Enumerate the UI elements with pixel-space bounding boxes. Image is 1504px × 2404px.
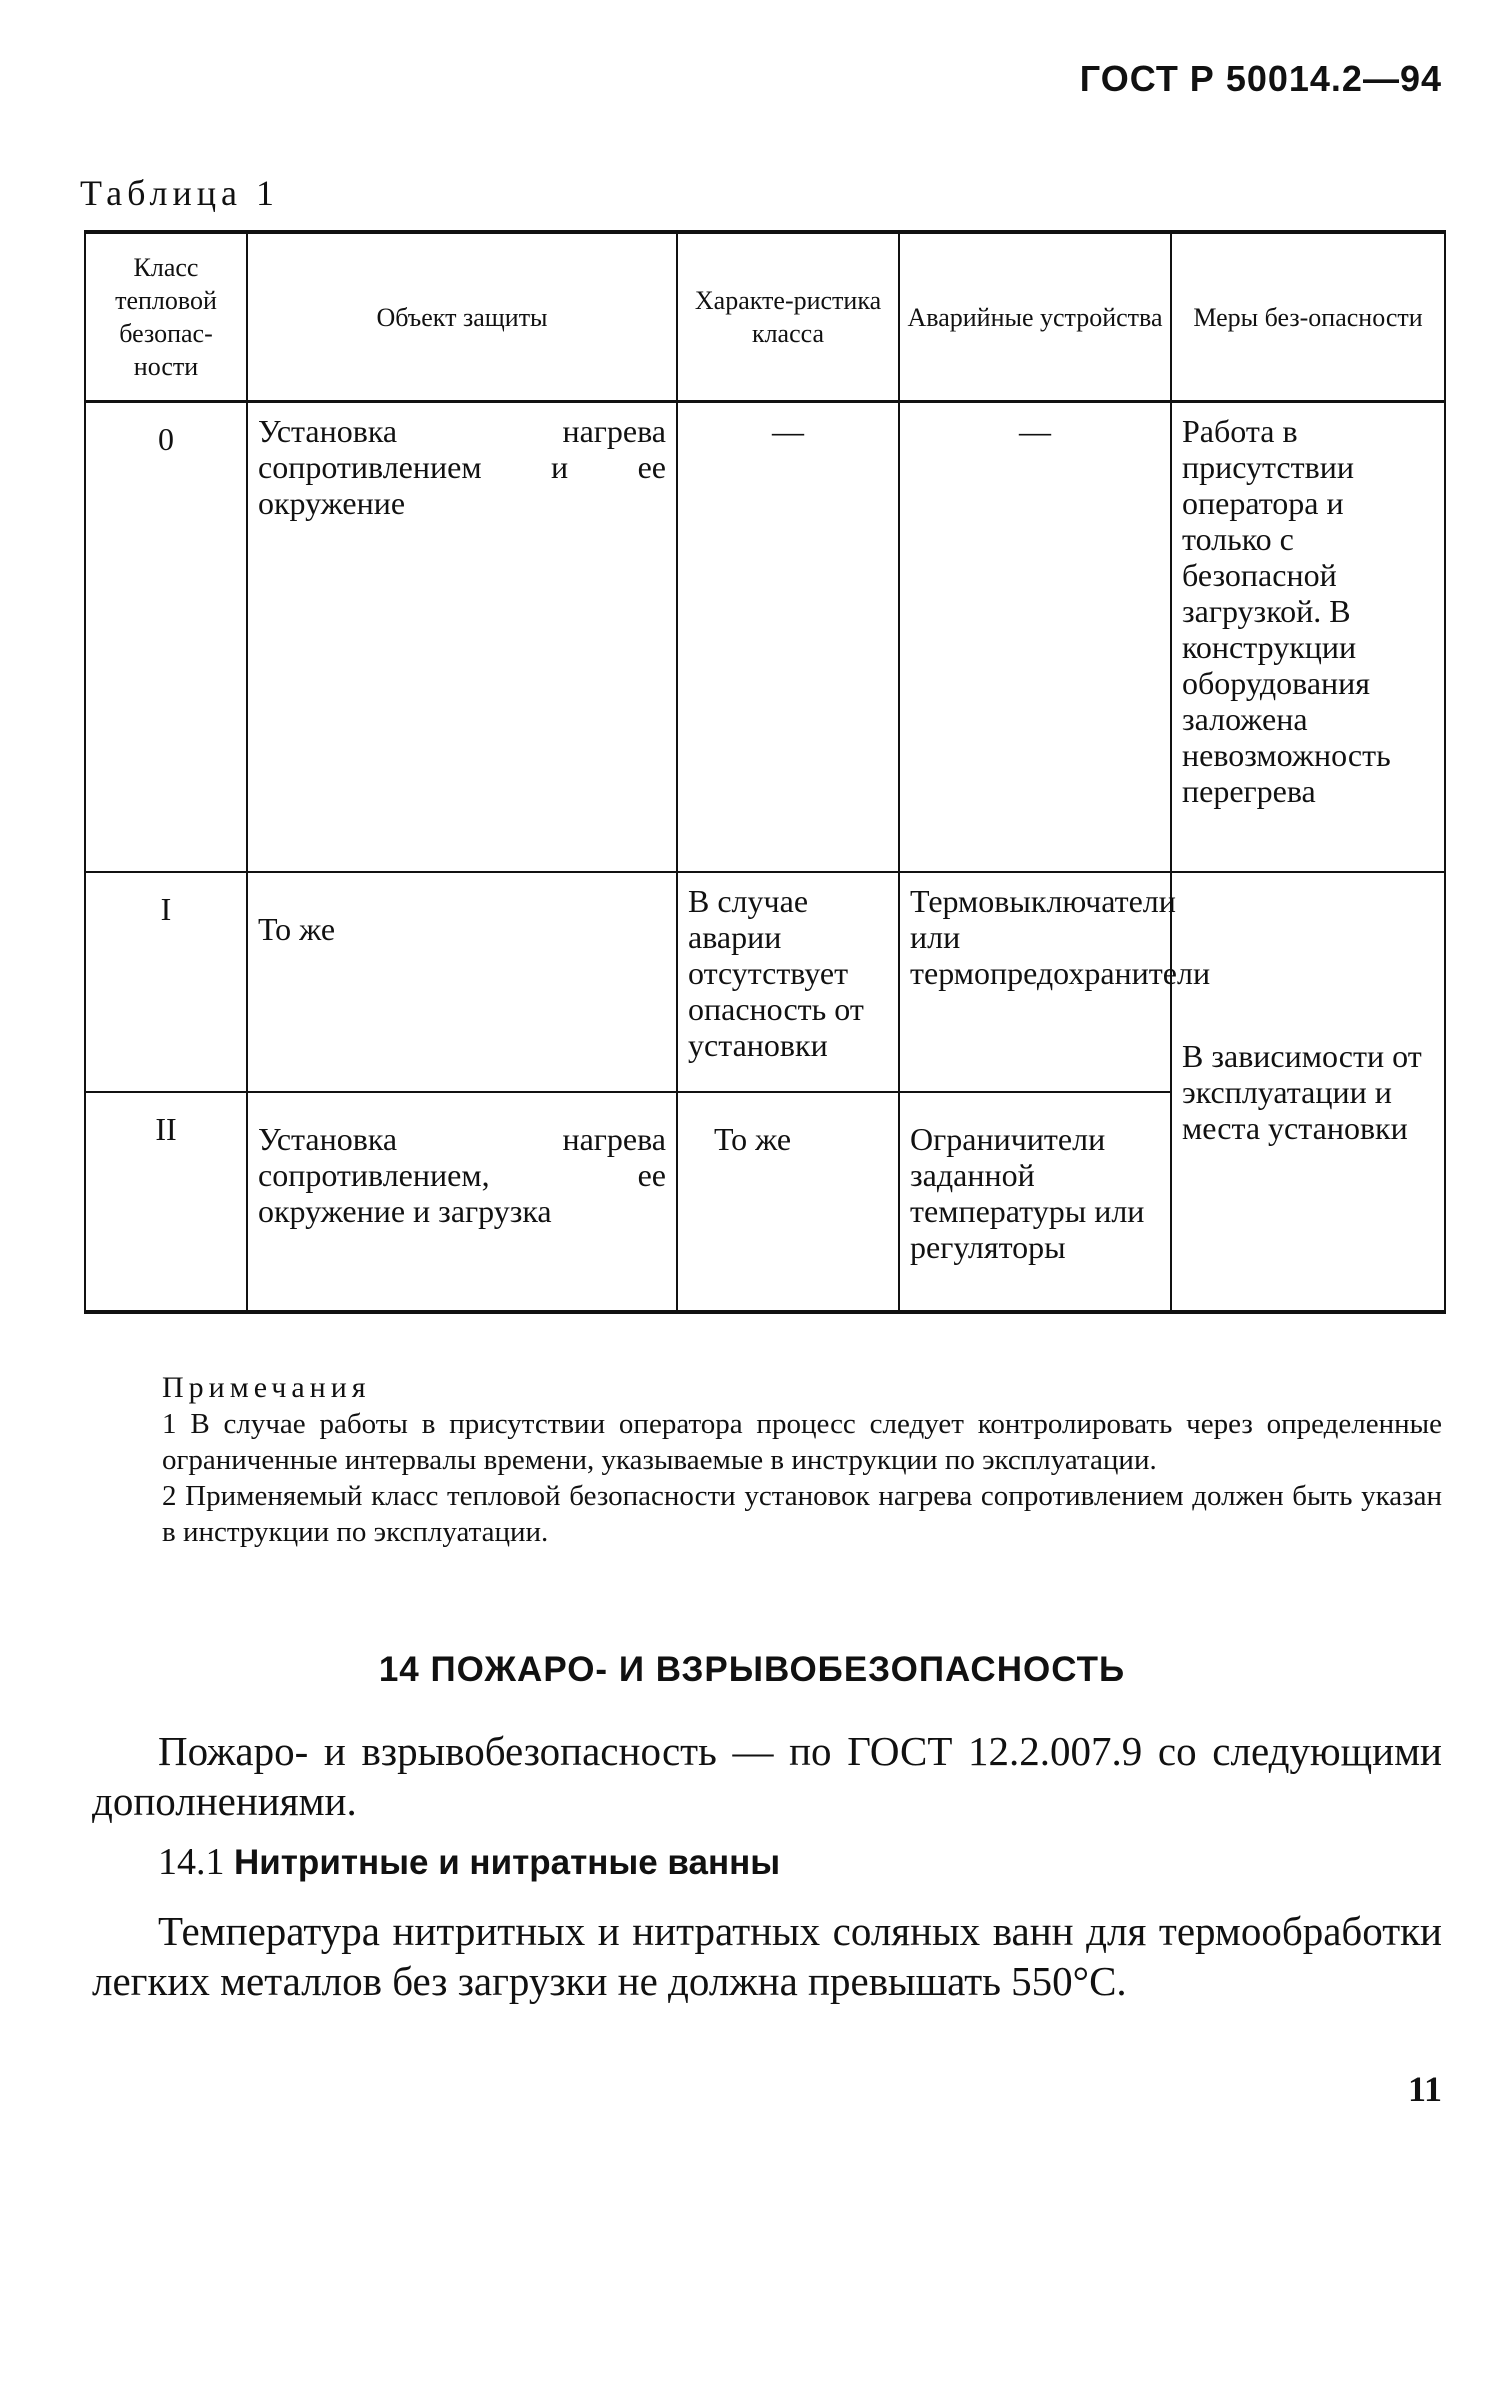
characteristic-cell: — (677, 402, 899, 872)
safety-class-table (84, 230, 1446, 1314)
column-header: Меры без-опасности (1171, 232, 1445, 402)
column-header: Объект защиты (247, 232, 677, 402)
note-item: 1 В случае работы в присутствии оператора процесс следует контролировать через определенные ограниченные интервалы времени, указываемые в инструкции по эксплуатации. (162, 1408, 1442, 1476)
table-header-row (85, 232, 1445, 402)
notes-title: Примечания (162, 1371, 371, 1404)
class-cell: I (85, 872, 247, 1092)
subsection-text: Температура нитритных и нитратных соляных ванн для термообработки легких металлов без загрузки не должна превышать 550°С. (92, 1908, 1442, 2004)
table-row (85, 872, 1445, 1092)
characteristic-cell: В случае аварии отсутствует опасность от установки (677, 872, 899, 1092)
object-cell: Установка нагрева сопротивлением и ее окружение (247, 402, 677, 872)
table-row (85, 402, 1445, 872)
column-header: Характе-ристика класса (677, 232, 899, 402)
characteristic-cell: То же (677, 1092, 899, 1312)
page-number: 11 (1407, 2069, 1442, 2109)
measures-cell: Работа в присутствии оператора и только с безопасной загрузкой. В конструкции оборудования заложена невозможность перегрева (1171, 402, 1445, 872)
devices-cell: Термовыключатели или термопредохранители (899, 872, 1171, 1092)
table-caption: Таблица 1 (80, 173, 279, 213)
object-cell: Установка нагрева сопротивлением, ее окружение и загрузка (247, 1092, 677, 1312)
section-title: 14 ПОЖАРО- И ВЗРЫВОБЕЗОПАСНОСТЬ (378, 1650, 1126, 1689)
subsection-number: 14.1 (158, 1841, 225, 1883)
note-item: 2 Применяемый класс тепловой безопасности установок нагрева сопротивлением должен быть указан в инструкции по эксплуатации. (162, 1480, 1442, 1548)
measures-merged-cell: В зависимости от эксплуатации и места установки (1171, 872, 1445, 1312)
notes-block (162, 1370, 1442, 1550)
class-cell: 0 (85, 402, 247, 872)
object-cell: То же (247, 872, 677, 1092)
class-cell: II (85, 1092, 247, 1312)
document-code: ГОСТ Р 50014.2—94 (1079, 58, 1442, 99)
subsection-heading (158, 1838, 780, 1887)
section-intro: Пожаро- и взрывобезопасность — по ГОСТ 12.2.007.9 со следующими дополнениями. (92, 1728, 1442, 1824)
subsection-title: Нитритные и нитратные ванны (234, 1843, 781, 1882)
column-header: Класс тепловой безопас-ности (85, 232, 247, 402)
devices-cell: — (899, 402, 1171, 872)
column-header: Аварийные устройства (899, 232, 1171, 402)
devices-cell: Ограничители заданной температуры или регуляторы (899, 1092, 1171, 1312)
